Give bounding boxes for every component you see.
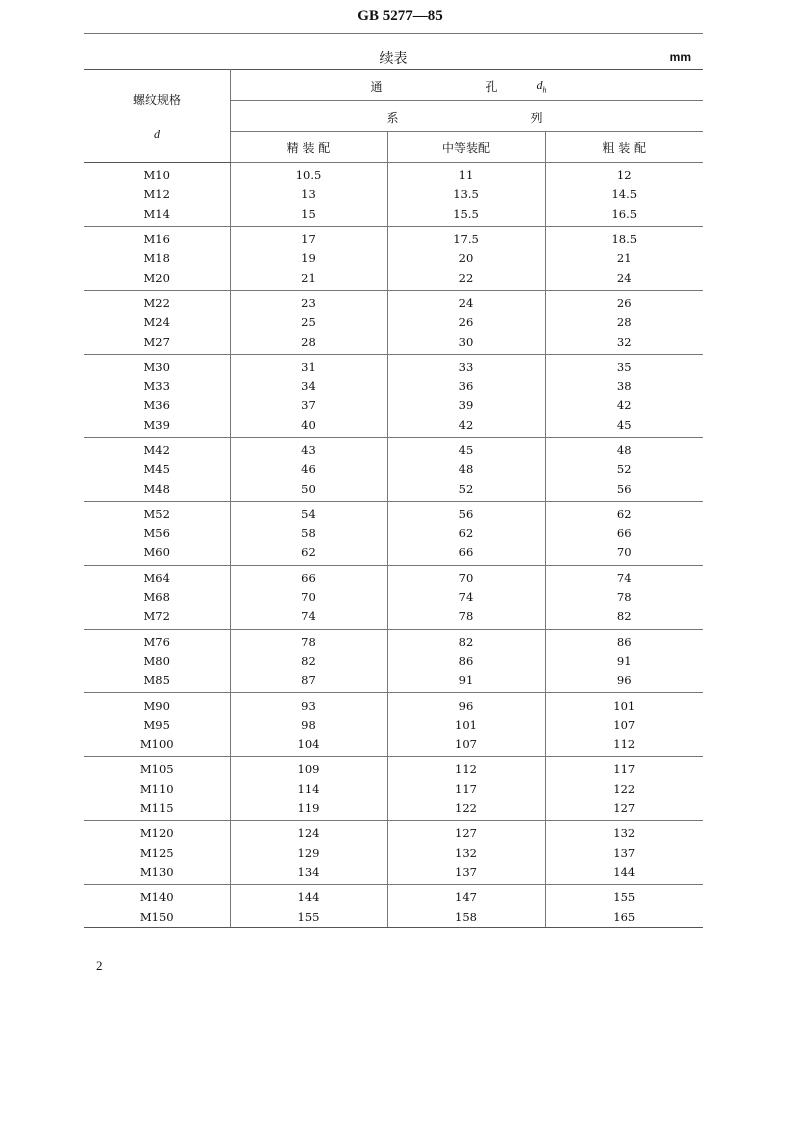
thread-size-cell: M72 xyxy=(84,607,230,629)
table-row xyxy=(84,780,703,799)
fine-fit-cell: 129 xyxy=(230,844,387,863)
thread-size-cell: M22 xyxy=(143,295,170,310)
fine-fit-cell: 70 xyxy=(230,588,387,607)
coarse-fit-cell: 18.5 xyxy=(545,226,703,249)
fine-fit-cell: 19 xyxy=(230,249,387,268)
table-row xyxy=(84,396,703,415)
medium-fit-cell: 122 xyxy=(387,799,545,821)
page-number: 2 xyxy=(96,958,103,973)
medium-fit-cell: 101 xyxy=(387,716,545,735)
medium-fit-cell: 86 xyxy=(387,652,545,671)
fine-fit-cell: 144 xyxy=(230,885,387,908)
fine-fit-cell: 37 xyxy=(230,396,387,415)
medium-fit-header: 中等装配 xyxy=(387,132,545,163)
table-row xyxy=(84,416,703,438)
table-row xyxy=(84,163,703,186)
thread-size-cell: M56 xyxy=(143,526,170,541)
coarse-fit-cell: 101 xyxy=(545,693,703,716)
thread-size-cell: M68 xyxy=(143,590,170,605)
coarse-fit-cell: 21 xyxy=(545,249,703,268)
coarse-fit-cell: 86 xyxy=(545,629,703,652)
fine-fit-cell: 114 xyxy=(230,780,387,799)
medium-fit-cell: 36 xyxy=(387,377,545,396)
thread-size-cell: M140 xyxy=(139,890,174,905)
table-row xyxy=(84,863,703,885)
table-row xyxy=(84,437,703,460)
header-rule xyxy=(84,33,703,34)
medium-fit-cell: 74 xyxy=(387,588,545,607)
coarse-fit-cell: 66 xyxy=(545,524,703,543)
thread-size-cell: M110 xyxy=(139,781,174,796)
coarse-fit-cell: 62 xyxy=(545,501,703,524)
thread-size-cell: M20 xyxy=(84,268,230,290)
coarse-fit-cell: 132 xyxy=(545,821,703,844)
table-title: 续表 xyxy=(379,51,408,67)
medium-fit-cell: 96 xyxy=(387,693,545,716)
medium-fit-cell: 91 xyxy=(387,671,545,693)
hole-label-a: 通 xyxy=(370,80,383,94)
thread-size-cell: M120 xyxy=(139,826,174,841)
table-row xyxy=(84,313,703,332)
fine-fit-cell: 78 xyxy=(230,629,387,652)
coarse-fit-cell: 117 xyxy=(545,757,703,780)
table-row xyxy=(84,844,703,863)
fine-fit-cell: 43 xyxy=(230,437,387,460)
fine-fit-header: 精 装 配 xyxy=(230,132,387,163)
coarse-fit-cell: 82 xyxy=(545,607,703,629)
clearance-hole-table xyxy=(84,69,703,928)
medium-fit-cell: 42 xyxy=(387,416,545,438)
thread-size-cell: M45 xyxy=(143,462,170,477)
coarse-fit-cell: 107 xyxy=(545,716,703,735)
thread-size-cell: M150 xyxy=(84,907,230,927)
fine-fit-cell: 31 xyxy=(230,354,387,377)
fine-fit-cell: 66 xyxy=(230,565,387,588)
medium-fit-cell: 56 xyxy=(387,501,545,524)
thread-size-cell: M64 xyxy=(143,570,170,585)
table-row xyxy=(84,671,703,693)
coarse-fit-cell: 165 xyxy=(545,907,703,927)
coarse-fit-cell: 155 xyxy=(545,885,703,908)
thread-size-cell: M76 xyxy=(143,634,170,649)
medium-fit-cell: 82 xyxy=(387,629,545,652)
thread-size-cell: M24 xyxy=(143,315,170,330)
table-row xyxy=(84,799,703,821)
thread-size-cell: M14 xyxy=(84,205,230,227)
table-row xyxy=(84,821,703,844)
table-row xyxy=(84,885,703,908)
medium-fit-cell: 158 xyxy=(387,907,545,927)
medium-fit-cell: 39 xyxy=(387,396,545,415)
fine-fit-cell: 58 xyxy=(230,524,387,543)
coarse-fit-cell: 78 xyxy=(545,588,703,607)
table-row xyxy=(84,205,703,227)
medium-fit-cell: 11 xyxy=(387,163,545,186)
fine-fit-cell: 119 xyxy=(230,799,387,821)
medium-fit-cell: 66 xyxy=(387,543,545,565)
thread-spec-label: 螺纹规格 xyxy=(132,93,181,107)
thread-size-cell: M27 xyxy=(84,332,230,354)
table-row xyxy=(84,377,703,396)
table-row xyxy=(84,735,703,757)
table-row xyxy=(84,460,703,479)
coarse-fit-cell: 26 xyxy=(545,290,703,313)
coarse-fit-cell: 24 xyxy=(545,268,703,290)
coarse-fit-cell: 16.5 xyxy=(545,205,703,227)
medium-fit-cell: 52 xyxy=(387,479,545,501)
fine-fit-cell: 28 xyxy=(230,332,387,354)
coarse-fit-cell: 32 xyxy=(545,332,703,354)
table-row xyxy=(84,524,703,543)
coarse-fit-cell: 28 xyxy=(545,313,703,332)
table-row xyxy=(84,629,703,652)
table-row xyxy=(84,757,703,780)
coarse-fit-cell: 91 xyxy=(545,652,703,671)
thread-size-cell: M85 xyxy=(84,671,230,693)
fine-fit-cell: 13 xyxy=(230,185,387,204)
clearance-hole-header xyxy=(230,70,703,101)
table-header xyxy=(84,70,703,163)
fine-fit-cell: 23 xyxy=(230,290,387,313)
thread-size-cell: M100 xyxy=(84,735,230,757)
medium-fit-cell: 17.5 xyxy=(387,226,545,249)
thread-spec-header xyxy=(84,70,230,163)
fine-fit-cell: 46 xyxy=(230,460,387,479)
thread-size-cell: M52 xyxy=(143,506,170,521)
coarse-fit-cell: 137 xyxy=(545,844,703,863)
medium-fit-cell: 22 xyxy=(387,268,545,290)
fine-fit-cell: 104 xyxy=(230,735,387,757)
table-row xyxy=(84,249,703,268)
series-header xyxy=(230,101,703,132)
fine-fit-cell: 82 xyxy=(230,652,387,671)
thread-size-cell: M36 xyxy=(143,398,170,413)
coarse-fit-cell: 52 xyxy=(545,460,703,479)
fine-fit-cell: 25 xyxy=(230,313,387,332)
coarse-fit-cell: 35 xyxy=(545,354,703,377)
coarse-fit-cell: 42 xyxy=(545,396,703,415)
thread-size-cell: M90 xyxy=(143,698,170,713)
coarse-fit-cell: 14.5 xyxy=(545,185,703,204)
medium-fit-cell: 30 xyxy=(387,332,545,354)
fine-fit-cell: 17 xyxy=(230,226,387,249)
table-row xyxy=(84,565,703,588)
medium-fit-cell: 20 xyxy=(387,249,545,268)
table-row xyxy=(84,479,703,501)
table-row xyxy=(84,907,703,927)
medium-fit-cell: 78 xyxy=(387,607,545,629)
thread-size-cell: M130 xyxy=(84,863,230,885)
medium-fit-cell: 70 xyxy=(387,565,545,588)
coarse-fit-cell: 70 xyxy=(545,543,703,565)
medium-fit-cell: 147 xyxy=(387,885,545,908)
thread-size-cell: M125 xyxy=(139,845,174,860)
fine-fit-cell: 21 xyxy=(230,268,387,290)
fine-fit-cell: 62 xyxy=(230,543,387,565)
series-label-b: 列 xyxy=(530,111,543,125)
medium-fit-cell: 117 xyxy=(387,780,545,799)
thread-size-cell: M115 xyxy=(84,799,230,821)
thread-size-cell: M39 xyxy=(84,416,230,438)
medium-fit-cell: 127 xyxy=(387,821,545,844)
fine-fit-cell: 155 xyxy=(230,907,387,927)
medium-fit-cell: 62 xyxy=(387,524,545,543)
table-row xyxy=(84,268,703,290)
series-label-a: 系 xyxy=(386,111,399,125)
medium-fit-cell: 137 xyxy=(387,863,545,885)
table-row xyxy=(84,501,703,524)
coarse-fit-cell: 144 xyxy=(545,863,703,885)
medium-fit-cell: 24 xyxy=(387,290,545,313)
standard-number: GB 5277—85 xyxy=(357,8,443,24)
fine-fit-cell: 109 xyxy=(230,757,387,780)
medium-fit-cell: 107 xyxy=(387,735,545,757)
thread-spec-symbol: d xyxy=(154,127,160,141)
fine-fit-cell: 54 xyxy=(230,501,387,524)
thread-size-cell: M95 xyxy=(143,717,170,732)
medium-fit-cell: 112 xyxy=(387,757,545,780)
unit-label: mm xyxy=(669,50,691,64)
table-row xyxy=(84,607,703,629)
fine-fit-cell: 34 xyxy=(230,377,387,396)
thread-size-cell: M42 xyxy=(143,443,170,457)
fine-fit-cell: 50 xyxy=(230,479,387,501)
table-row xyxy=(84,332,703,354)
table-row xyxy=(84,588,703,607)
medium-fit-cell: 26 xyxy=(387,313,545,332)
thread-size-cell: M12 xyxy=(143,187,170,202)
coarse-fit-cell: 12 xyxy=(545,163,703,186)
medium-fit-cell: 45 xyxy=(387,437,545,460)
fine-fit-cell: 98 xyxy=(230,716,387,735)
thread-size-cell: M16 xyxy=(143,232,170,247)
coarse-fit-header: 粗 装 配 xyxy=(545,132,703,163)
table-row xyxy=(84,226,703,249)
coarse-fit-cell: 122 xyxy=(545,780,703,799)
medium-fit-cell: 13.5 xyxy=(387,185,545,204)
fine-fit-cell: 134 xyxy=(230,863,387,885)
thread-size-cell: M105 xyxy=(139,762,174,777)
coarse-fit-cell: 48 xyxy=(545,437,703,460)
coarse-fit-cell: 74 xyxy=(545,565,703,588)
medium-fit-cell: 33 xyxy=(387,354,545,377)
fine-fit-cell: 124 xyxy=(230,821,387,844)
coarse-fit-cell: 56 xyxy=(545,479,703,501)
coarse-fit-cell: 112 xyxy=(545,735,703,757)
thread-size-cell: M18 xyxy=(143,251,170,266)
table-row xyxy=(84,716,703,735)
fine-fit-cell: 10.5 xyxy=(230,163,387,186)
thread-size-cell: M80 xyxy=(143,653,170,668)
medium-fit-cell: 132 xyxy=(387,844,545,863)
fine-fit-cell: 87 xyxy=(230,671,387,693)
coarse-fit-cell: 96 xyxy=(545,671,703,693)
table-row xyxy=(84,185,703,204)
table-row xyxy=(84,652,703,671)
coarse-fit-cell: 38 xyxy=(545,377,703,396)
medium-fit-cell: 15.5 xyxy=(387,205,545,227)
thread-size-cell: M48 xyxy=(84,479,230,501)
table-row xyxy=(84,543,703,565)
thread-size-cell: M30 xyxy=(143,359,170,374)
fine-fit-cell: 93 xyxy=(230,693,387,716)
table-row xyxy=(84,354,703,377)
hole-symbol: $d_h$ xyxy=(536,78,547,95)
thread-size-cell: M33 xyxy=(143,379,170,394)
table-caption xyxy=(84,44,703,68)
fine-fit-cell: 15 xyxy=(230,205,387,227)
fine-fit-cell: 74 xyxy=(230,607,387,629)
coarse-fit-cell: 127 xyxy=(545,799,703,821)
table-row xyxy=(84,693,703,716)
hole-label-b: 孔 xyxy=(485,80,498,94)
coarse-fit-cell: 45 xyxy=(545,416,703,438)
thread-size-cell: M10 xyxy=(143,168,170,183)
thread-size-cell: M60 xyxy=(84,543,230,565)
table-row xyxy=(84,290,703,313)
medium-fit-cell: 48 xyxy=(387,460,545,479)
fine-fit-cell: 40 xyxy=(230,416,387,438)
table-body xyxy=(84,163,703,928)
